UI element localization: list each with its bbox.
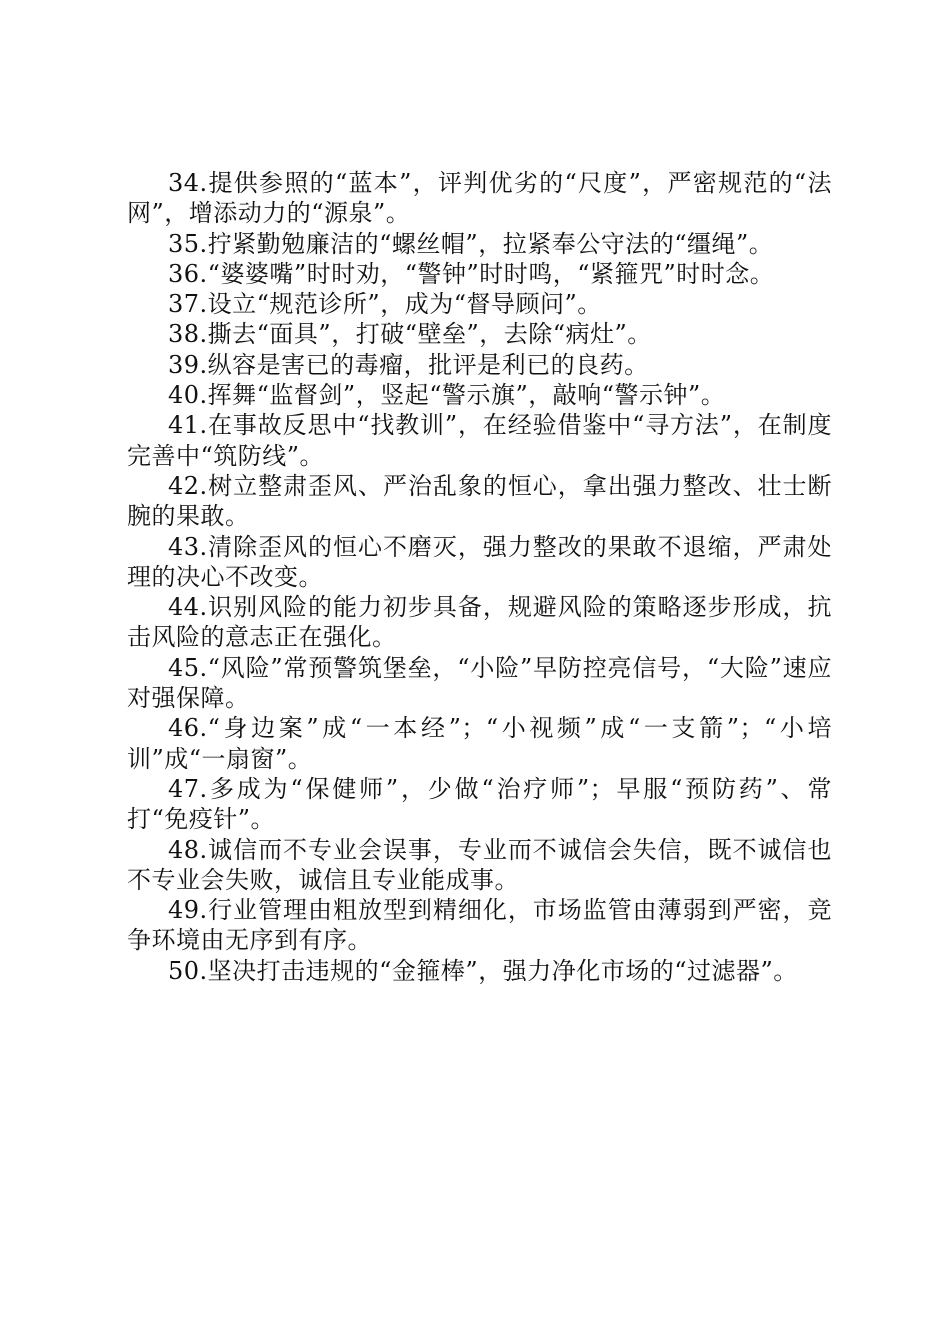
list-item: 46.“身边案”成“一本经”；“小视频”成“一支箭”；“小培训”成“一扇窗”。 <box>127 714 832 773</box>
list-item: 45.“风险”常预警筑堡垒，“小险”早防控亮信号，“大险”速应对强保障。 <box>127 653 832 713</box>
list-item: 48.诚信而不专业会误事，专业而不诚信会失信，既不诚信也不专业会失败，诚信且专业能成事。 <box>127 835 832 894</box>
document-body <box>127 168 832 986</box>
list-item: 39.纵容是害已的毒瘤，批评是利已的良药。 <box>168 350 649 379</box>
list-item: 49.行业管理由粗放型到精细化，市场监管由薄弱到严密，竞争环境由无序到有序。 <box>127 896 832 955</box>
list-item: 44.识别风险的能力初步具备，规避风险的策略逐步形成，抗击风险的意志正在强化。 <box>127 593 832 652</box>
list-item: 34.提供参照的“蓝本”，评判优劣的“尺度”，严密规范的“法网”，增添动力的“源泉”。 <box>127 169 832 228</box>
list-item: 38.撕去“面具”，打破“壁垒”，去除“病灶”。 <box>168 320 652 349</box>
list-item: 47.多成为“保健师”，少做“治疗师”；早服“预防药”、常打“免疫针”。 <box>127 774 832 834</box>
list-item: 42.树立整肃歪风、严治乱象的恒心，拿出强力整改、壮士断腕的果敢。 <box>127 471 832 531</box>
list-item: 37.设立“规范诊所”，成为“督导顾问”。 <box>168 290 602 319</box>
list-item: 35.拧紧勤勉廉洁的“螺丝帽”，拉紧奉公守法的“缰绳”。 <box>168 229 774 258</box>
list-item: 50.坚决打击违规的“金箍棒”，强力净化市场的“过滤器”。 <box>168 956 798 985</box>
list-item: 41.在事故反思中“找教训”，在经验借鉴中“寻方法”，在制度完善中“筑防线”。 <box>127 411 832 470</box>
list-item: 43.清除歪风的恒心不磨灭，强力整改的果敢不退缩，严肃处理的决心不改变。 <box>127 532 832 591</box>
list-item: 40.挥舞“监督剑”，竖起“警示旗”，敲响“警示钟”。 <box>168 381 726 410</box>
list-item: 36.“婆婆嘴”时时劝，“警钟”时时鸣，“紧箍咒”时时念。 <box>168 259 775 288</box>
